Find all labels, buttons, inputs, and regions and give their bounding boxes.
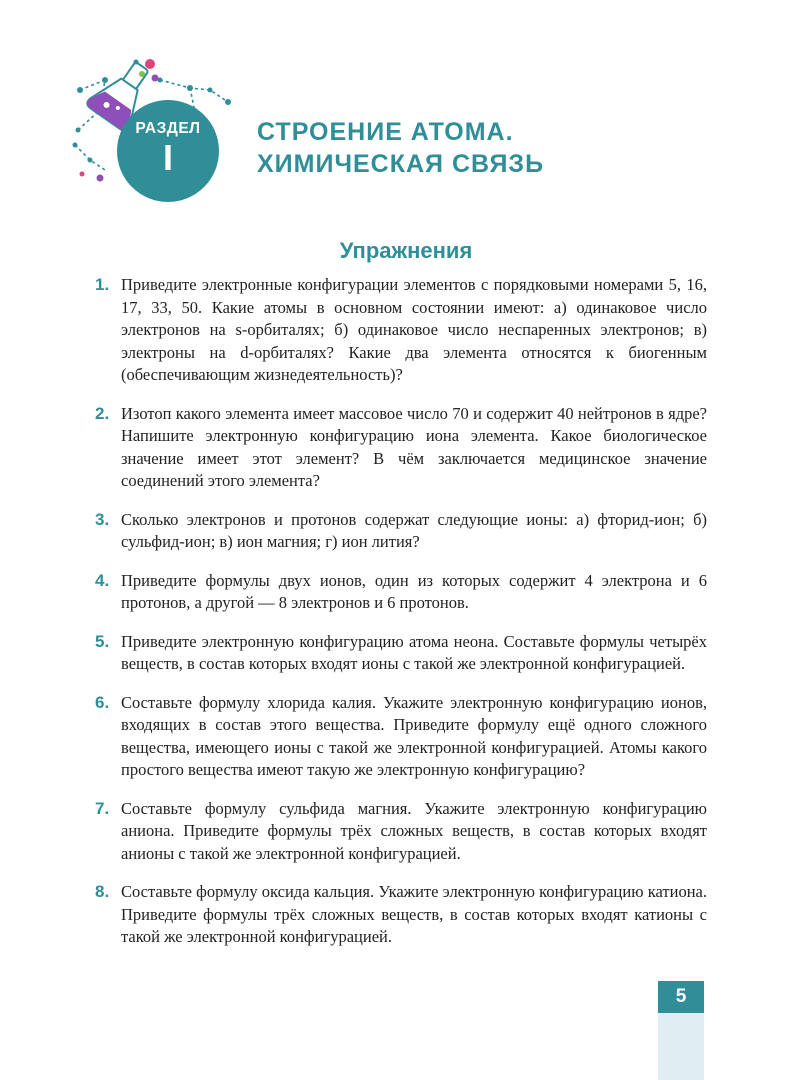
exercise-number: 6. [95, 692, 110, 712]
exercise-item [0, 631, 812, 676]
exercise-number: 1. [95, 275, 110, 294]
exercise-list [0, 274, 812, 965]
exercise-text: Составьте формулу оксида кальция. Укажите электронную конфигурацию катиона. Приведите формулы трёх сложных веществ, в состав которых входят катионы с такой же электронной конфигурацией. [121, 882, 707, 946]
chapter-title-line-2: ХИМИЧЕСКАЯ СВЯЗЬ [257, 150, 545, 178]
chapter-title-line-1: СТРОЕНИЕ АТОМА. [257, 118, 514, 146]
chapter-header [0, 0, 812, 230]
exercise-number: 2. [95, 403, 110, 423]
exercise-item [0, 403, 812, 493]
exercise-text: Приведите формулы двух ионов, один из которых содержит 4 электрона и 6 протонов, а другой — 8 электронов и 6 протонов. [121, 570, 707, 612]
exercise-text: Приведите электронные конфигурации элементов с порядковыми номерами 5, 16, 17, 33, 50. Какие атомы в основном состоянии имеют: а) одинаковое число электронов на s-орбиталях; б) одинаковое число неспаренных электронов; в) электроны на d-орбиталях? Какие два элемента относятся к биогенным (обеспечивающим жизнедеятельность)? [121, 275, 707, 384]
exercise-text: Изотоп какого элемента имеет массовое число 70 и содержит 40 нейтронов в ядре? Напишите электронную конфигурацию иона элемента. Какое биологическое значение имеет этот элемент? В чём заключается медицинское значение соединений этого элемента? [121, 403, 707, 490]
exercise-item [0, 692, 812, 782]
exercise-item [0, 509, 812, 554]
chapter-title [257, 116, 544, 180]
page-number: 5 [658, 981, 704, 1013]
exercise-number: 5. [95, 631, 110, 651]
exercise-number: 7. [95, 798, 110, 818]
exercise-number: 8. [95, 882, 110, 901]
exercise-text: Сколько электронов и протонов содержат следующие ионы: а) фторид-ион; б) сульфид-ион; в) ион магния; г) ион лития? [121, 509, 707, 551]
exercise-item [0, 274, 812, 387]
exercise-item [0, 570, 812, 615]
exercise-number: 3. [95, 509, 110, 529]
exercise-number: 4. [95, 570, 110, 590]
exercise-text: Составьте формулу сульфида магния. Укажите электронную конфигурацию аниона. Приведите формулы трёх сложных веществ, в состав которых входят анионы с такой же электронной конфигурацией. [121, 798, 707, 863]
exercise-item [0, 798, 812, 866]
chapter-number: I [162, 137, 173, 178]
chapter-label: РАЗДЕЛ [135, 120, 201, 137]
chapter-badge [117, 100, 219, 202]
section-heading: Упражнения [339, 238, 473, 263]
exercise-item [0, 881, 812, 949]
exercise-text: Приведите электронную конфигурацию атома неона. Составьте формулы четырёх веществ, в состав которых входят ионы с такой же электронной конфигурацией. [121, 631, 707, 673]
exercise-text: Составьте формулу хлорида калия. Укажите электронную конфигурацию ионов, входящих в состав этого вещества. Приведите формулу ещё одного сложного вещества, имеющего ионы с такой же электронной конфигурацией. Атомы какого простого вещества имеют такую же электронную конфигурацию? [121, 692, 707, 779]
page-tab [658, 981, 704, 1080]
